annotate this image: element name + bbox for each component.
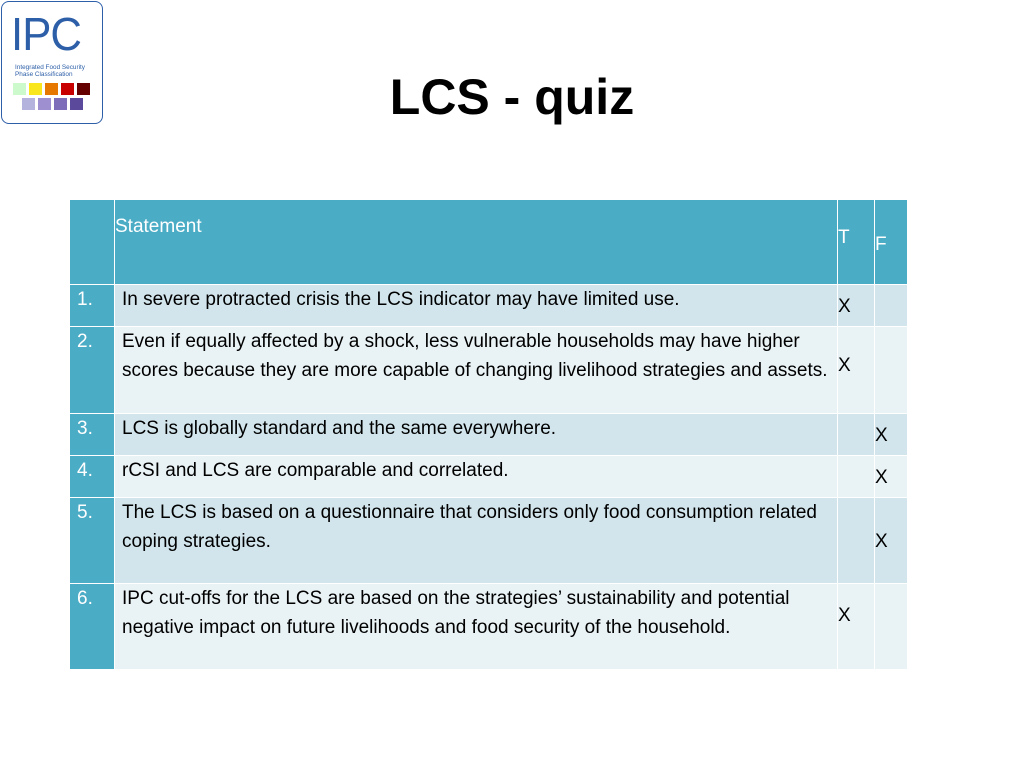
table-header-row bbox=[70, 200, 908, 285]
phase-swatch bbox=[22, 98, 35, 110]
row-number: 6. bbox=[70, 584, 115, 670]
row-statement: rCSI and LCS are comparable and correlated. bbox=[115, 456, 838, 498]
swatch-row-1 bbox=[13, 83, 97, 95]
row-number: 1. bbox=[70, 285, 115, 327]
page-title: LCS - quiz bbox=[389, 69, 635, 125]
phase-swatch bbox=[29, 83, 42, 95]
header-true: T bbox=[838, 200, 875, 285]
row-true-mark bbox=[838, 456, 875, 498]
row-statement: In severe protracted crisis the LCS indicator may have limited use. bbox=[115, 285, 838, 327]
row-false-mark: X bbox=[875, 498, 908, 584]
row-number: 2. bbox=[70, 327, 115, 414]
table-row bbox=[70, 498, 908, 584]
ipc-logo bbox=[1, 1, 103, 124]
phase-swatch bbox=[61, 83, 74, 95]
header-statement: Statement bbox=[115, 200, 838, 285]
row-true-mark: X bbox=[838, 327, 875, 414]
phase-swatch bbox=[38, 98, 51, 110]
table-row bbox=[70, 327, 908, 414]
quiz-table bbox=[69, 199, 908, 670]
row-statement: IPC cut-offs for the LCS are based on the strategies’ sustainability and potential negative impact on future livelihoods and food security of the household. bbox=[115, 584, 838, 670]
table-row bbox=[70, 414, 908, 456]
row-false-mark bbox=[875, 584, 908, 670]
logo-subtitle-line2: Phase Classification bbox=[15, 71, 73, 78]
row-statement: Even if equally affected by a shock, less vulnerable households may have higher scores because they are more capable of changing livelihood strategies and assets. bbox=[115, 327, 838, 414]
row-false-mark bbox=[875, 327, 908, 414]
row-statement: LCS is globally standard and the same everywhere. bbox=[115, 414, 838, 456]
phase-swatch bbox=[45, 83, 58, 95]
row-true-mark: X bbox=[838, 584, 875, 670]
logo-phase-swatches bbox=[13, 83, 97, 113]
row-true-mark: X bbox=[838, 285, 875, 327]
logo-subtitle bbox=[15, 64, 101, 78]
header-num bbox=[70, 200, 115, 285]
row-false-mark: X bbox=[875, 456, 908, 498]
phase-swatch bbox=[77, 83, 90, 95]
swatch-row-2 bbox=[13, 98, 97, 110]
row-number: 4. bbox=[70, 456, 115, 498]
table-row bbox=[70, 584, 908, 670]
row-number: 5. bbox=[70, 498, 115, 584]
row-true-mark bbox=[838, 498, 875, 584]
logo-letters: IPC bbox=[11, 8, 82, 60]
table-row bbox=[70, 285, 908, 327]
row-number: 3. bbox=[70, 414, 115, 456]
table-row bbox=[70, 456, 908, 498]
phase-swatch bbox=[54, 98, 67, 110]
row-true-mark bbox=[838, 414, 875, 456]
phase-swatch bbox=[13, 83, 26, 95]
header-false: F bbox=[875, 200, 908, 285]
row-statement: The LCS is based on a questionnaire that considers only food consumption related coping strategies. bbox=[115, 498, 838, 584]
row-false-mark bbox=[875, 285, 908, 327]
logo-subtitle-line1: Integrated Food Security bbox=[15, 64, 85, 71]
phase-swatch bbox=[70, 98, 83, 110]
row-false-mark: X bbox=[875, 414, 908, 456]
